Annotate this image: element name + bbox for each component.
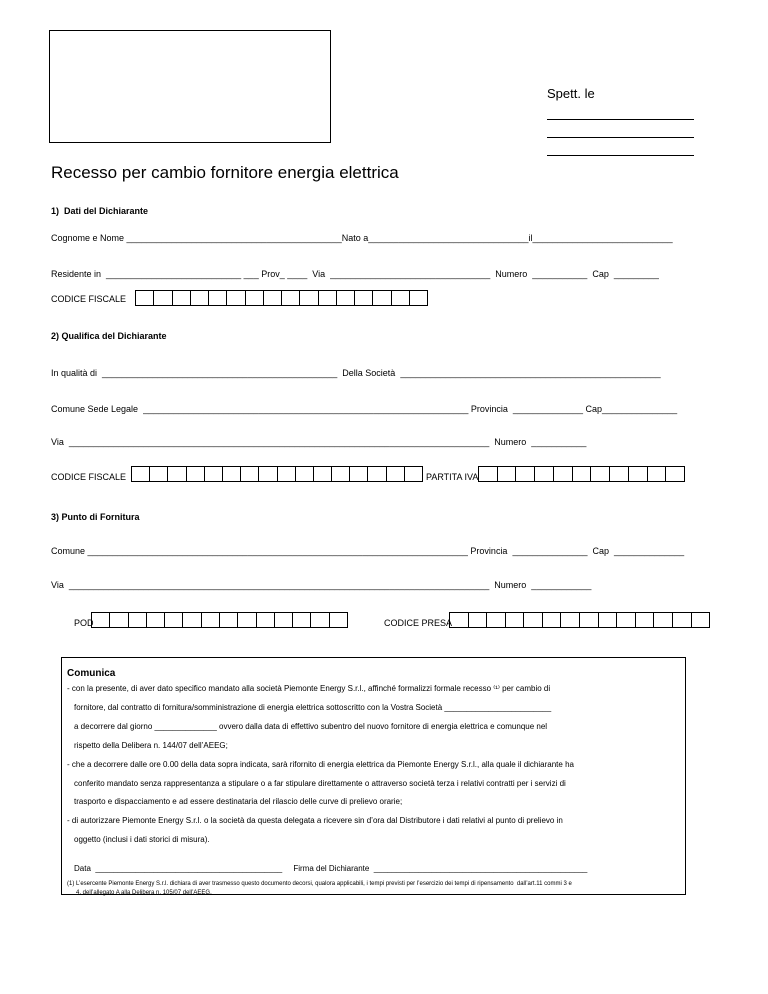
codice-fiscale-grid[interactable] [135, 290, 428, 306]
comunica-title: Comunica [67, 668, 116, 679]
grid-cell[interactable] [227, 291, 245, 305]
grid-cell[interactable] [209, 291, 227, 305]
footnote-line1: (1) L’esercente Piemonte Energy S.r.l. dichiara di aver trasmesso questo documento decorsi, qualora applicabili, i tempi previsti per l’esercizio dei tempi di ripensamento dall’art.11 commi 3 e [67, 881, 572, 887]
grid-cell[interactable] [591, 467, 610, 481]
grid-cell[interactable] [147, 613, 165, 627]
grid-cell[interactable] [319, 291, 337, 305]
grid-cell[interactable] [506, 613, 525, 627]
grid-cell[interactable] [410, 291, 427, 305]
grid-cell[interactable] [617, 613, 636, 627]
comunica-p1-line1: - con la presente, di aver dato specifico mandato alla società Piemonte Energy S.r.l., affinché formalizzi formale recesso ⁽¹⁾ per cambio di [67, 684, 551, 693]
grid-cell[interactable] [629, 467, 648, 481]
comunica-p2-line3: trasporto e dispacciamento e ad essere destinataria del rilascio delle curve di prelievo orarie; [74, 797, 403, 806]
grid-cell[interactable] [92, 613, 110, 627]
sede-legale-line[interactable]: Comune Sede Legale _________________________________________________________________ Provincia ______________ Cap_______________ [51, 404, 678, 414]
grid-cell[interactable] [296, 467, 314, 481]
via-fornitura-line[interactable]: Via ____________________________________________________________________________________ Numero ____________ [51, 580, 592, 590]
grid-cell[interactable] [405, 467, 422, 481]
grid-cell[interactable] [241, 467, 259, 481]
grid-cell[interactable] [350, 467, 368, 481]
grid-cell[interactable] [282, 291, 300, 305]
pod-grid[interactable] [91, 612, 348, 628]
grid-cell[interactable] [293, 613, 311, 627]
section3-heading: 3) Punto di Fornitura [51, 512, 140, 522]
grid-cell[interactable] [110, 613, 128, 627]
grid-cell[interactable] [264, 291, 282, 305]
grid-cell[interactable] [543, 613, 562, 627]
grid-cell[interactable] [554, 467, 573, 481]
codice-fiscale-societa-grid[interactable] [131, 466, 423, 482]
grid-cell[interactable] [168, 467, 186, 481]
via-sede-line[interactable]: Via ____________________________________________________________________________________ Numero ___________ [51, 437, 587, 447]
grid-cell[interactable] [132, 467, 150, 481]
grid-cell[interactable] [355, 291, 373, 305]
grid-cell[interactable] [311, 613, 329, 627]
grid-cell[interactable] [692, 613, 710, 627]
grid-cell[interactable] [154, 291, 172, 305]
grid-cell[interactable] [223, 467, 241, 481]
cf-label: CODICE FISCALE [51, 294, 127, 304]
section2-heading: 2) Qualifica del Dichiarante [51, 331, 167, 341]
grid-cell[interactable] [165, 613, 183, 627]
pod-label: POD [74, 618, 94, 628]
codice-presa-grid[interactable] [449, 612, 710, 628]
grid-cell[interactable] [524, 613, 543, 627]
comune-fornitura-line[interactable]: Comune ____________________________________________________________________________ Provincia _______________ Cap ______________ [51, 546, 685, 556]
logo-placeholder-box [49, 30, 331, 143]
grid-cell[interactable] [610, 467, 629, 481]
comunica-p1-line4: rispetto della Delibera n. 144/07 dell’AEEG; [74, 741, 228, 750]
codice-presa-label: CODICE PRESA [384, 618, 453, 628]
grid-cell[interactable] [150, 467, 168, 481]
footnote-line2: 4, dell’allegato A alla Delibera n. 105/07 dell’AEEG. [76, 890, 212, 896]
grid-cell[interactable] [300, 291, 318, 305]
grid-cell[interactable] [599, 613, 618, 627]
grid-cell[interactable] [259, 467, 277, 481]
grid-cell[interactable] [205, 467, 223, 481]
grid-cell[interactable] [136, 291, 154, 305]
grid-cell[interactable] [516, 467, 535, 481]
residence-line[interactable]: Residente in ___________________________ ___ Prov_ ____ Via ________________________________ Numero ___________ Cap _________ [51, 269, 659, 279]
grid-cell[interactable] [202, 613, 220, 627]
grid-cell[interactable] [220, 613, 238, 627]
addressee-line-2[interactable] [547, 137, 694, 138]
grid-cell[interactable] [498, 467, 517, 481]
grid-cell[interactable] [173, 291, 191, 305]
grid-cell[interactable] [673, 613, 692, 627]
addressee-label: Spett. le [547, 86, 595, 101]
dichiarante-name-birth-line[interactable]: Cognome e Nome ___________________________________________Nato a________________________________il____________________________ [51, 233, 673, 243]
grid-cell[interactable] [387, 467, 405, 481]
grid-cell[interactable] [238, 613, 256, 627]
comunica-p2-line1: - che a decorrere dalle ore 0.00 della data sopra indicata, sarà rifornito di energia elettrica da Piemonte Energy S.r.l., alla quale il dichiarante ha [67, 760, 574, 769]
partita-iva-grid[interactable] [478, 466, 685, 482]
piva-label: PARTITA IVA [426, 472, 479, 482]
comunica-p1-line2[interactable]: fornitore, dal contratto di fornitura/somministrazione di energia elettrica sottoscritto con la Vostra Società ________________________ [74, 703, 552, 712]
grid-cell[interactable] [392, 291, 410, 305]
comunica-p2-line2: conferito mandato senza rappresentanza a stipulare o a far stipulare direttamente o attraverso società terza i relativi contratti per i servizi di [74, 779, 566, 788]
grid-cell[interactable] [332, 467, 350, 481]
comunica-p1-line3[interactable]: a decorrere dal giorno ______________ ovvero dalla data di effettivo subentro del nuovo fornitore di energia elettrica e comunque nel [74, 722, 548, 731]
grid-cell[interactable] [479, 467, 498, 481]
data-firma-line[interactable]: Data __________________________________________ Firma del Dichiarante ________________________________________________ [74, 864, 588, 873]
grid-cell[interactable] [373, 291, 391, 305]
grid-cell[interactable] [469, 613, 488, 627]
grid-cell[interactable] [337, 291, 355, 305]
grid-cell[interactable] [275, 613, 293, 627]
grid-cell[interactable] [330, 613, 347, 627]
grid-cell[interactable] [666, 467, 684, 481]
grid-cell[interactable] [648, 467, 667, 481]
addressee-line-1[interactable] [547, 119, 694, 120]
page-title: Recesso per cambio fornitore energia elettrica [51, 163, 399, 182]
grid-cell[interactable] [246, 291, 264, 305]
grid-cell[interactable] [191, 291, 209, 305]
grid-cell[interactable] [257, 613, 275, 627]
grid-cell[interactable] [573, 467, 592, 481]
qualita-societa-line[interactable]: In qualità di _______________________________________________ Della Società ____________________________________________________ [51, 368, 661, 378]
cf2-label: CODICE FISCALE [51, 472, 127, 482]
grid-cell[interactable] [487, 613, 506, 627]
grid-cell[interactable] [314, 467, 332, 481]
comunica-p3-line1: - di autorizzare Piemonte Energy S.r.l. o la società da questa delegata a ricevere sin d’ora dal Distributore i dati relativi al punto di prelievo in [67, 816, 563, 825]
grid-cell[interactable] [580, 613, 599, 627]
grid-cell[interactable] [368, 467, 386, 481]
comunica-p3-line2: oggetto (inclusi i dati storici di misura). [74, 835, 210, 844]
grid-cell[interactable] [450, 613, 469, 627]
grid-cell[interactable] [535, 467, 554, 481]
section1-heading: 1) Dati del Dichiarante [51, 206, 149, 216]
grid-cell[interactable] [278, 467, 296, 481]
addressee-line-3[interactable] [547, 155, 694, 156]
grid-cell[interactable] [654, 613, 673, 627]
grid-cell[interactable] [561, 613, 580, 627]
grid-cell[interactable] [187, 467, 205, 481]
grid-cell[interactable] [129, 613, 147, 627]
grid-cell[interactable] [183, 613, 201, 627]
grid-cell[interactable] [636, 613, 655, 627]
